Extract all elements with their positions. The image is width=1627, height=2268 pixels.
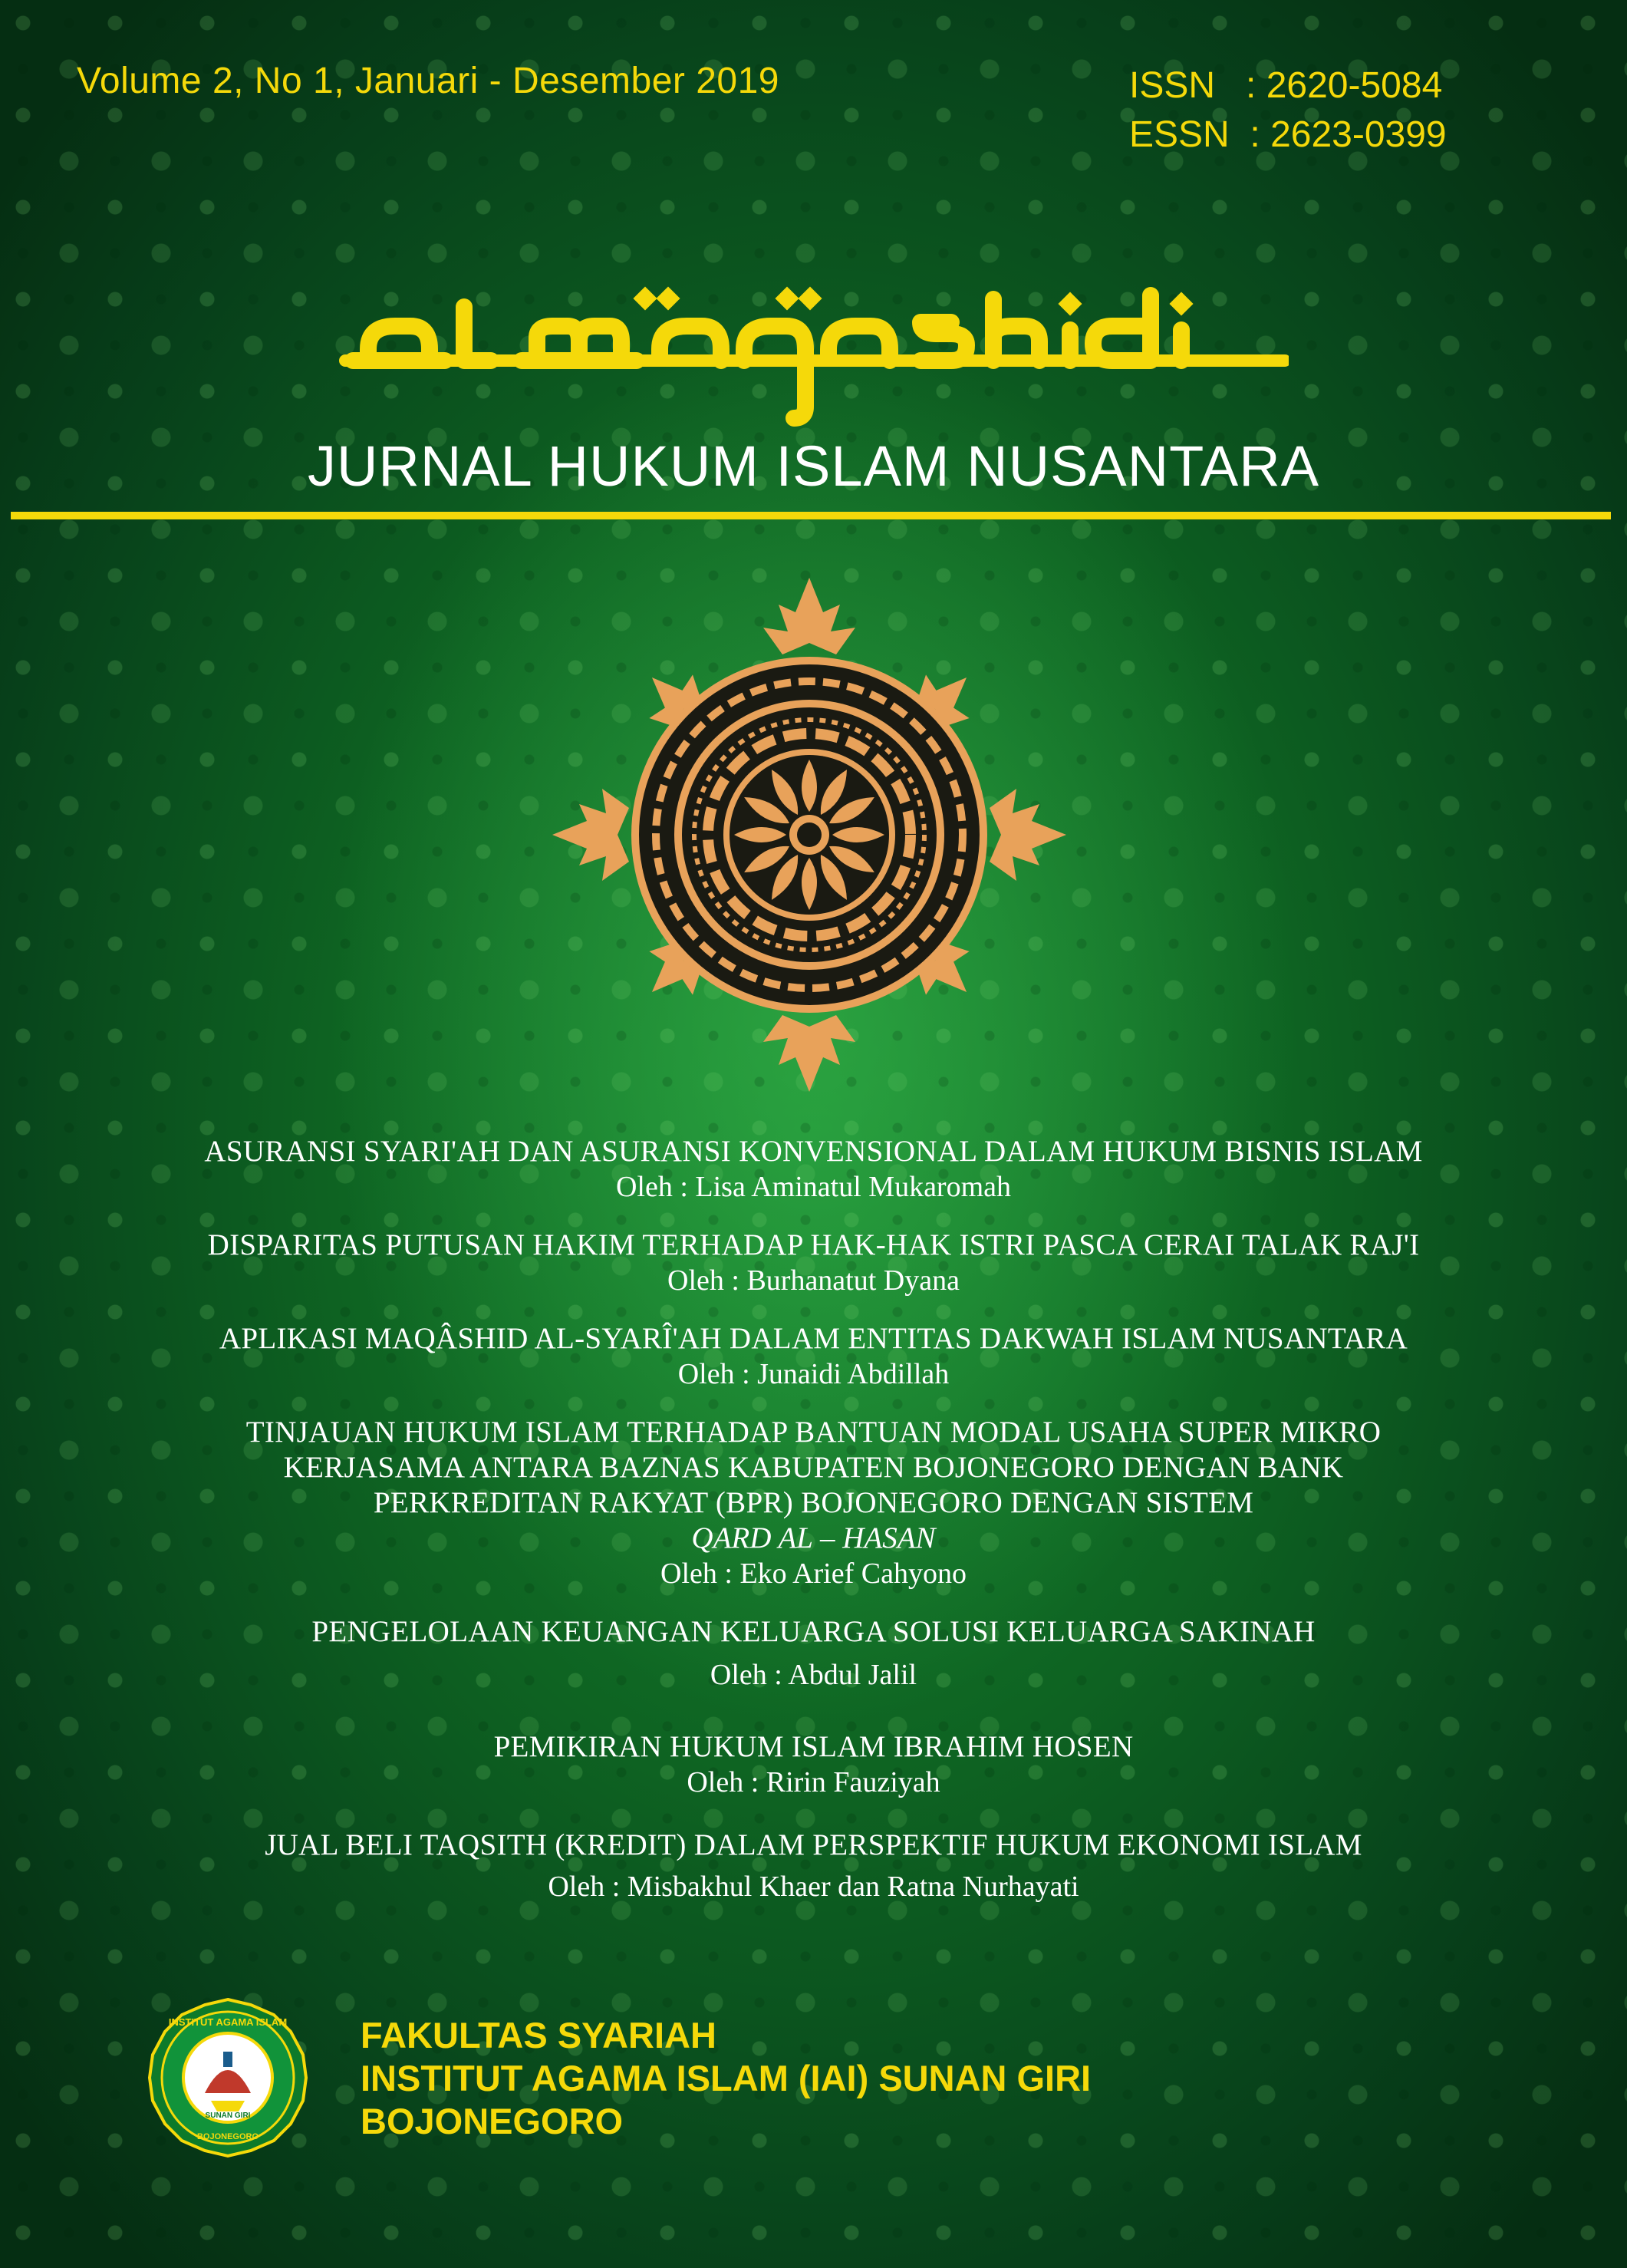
article-title-line: KERJASAMA ANTARA BAZNAS KABUPATEN BOJONEGORO DENGAN BANK: [283, 1451, 1344, 1484]
article-entry: [0, 1228, 1627, 1298]
seal-text-top: INSTITUT AGAMA ISLAM: [168, 2016, 288, 2028]
article-author: Oleh : Ririn Fauziyah: [687, 1766, 940, 1798]
article-title-line: PERKREDITAN RAKYAT (BPR) BOJONEGORO DENGAN SISTEM: [373, 1486, 1254, 1519]
article-title: JUAL BELI TAQSITH (KREDIT) DALAM PERSPEKTIF HUKUM EKONOMI ISLAM: [265, 1828, 1362, 1861]
article-entry: [0, 1134, 1627, 1205]
article-entry: [0, 1729, 1627, 1800]
article-title-line: TINJAUAN HUKUM ISLAM TERHADAP BANTUAN MODAL USAHA SUPER MIKRO: [245, 1416, 1382, 1449]
institution-line: INSTITUT AGAMA ISLAM (IAI) SUNAN GIRI: [361, 2058, 1092, 2098]
article-entry: [0, 1415, 1627, 1591]
article-title: PENGELOLAAN KEUANGAN KELUARGA SOLUSI KELUARGA SAKINAH: [311, 1615, 1316, 1648]
journal-subtitle: JURNAL HUKUM ISLAM NUSANTARA: [307, 434, 1320, 498]
article-entry: [0, 1828, 1627, 1904]
article-author: Oleh : Abdul Jalil: [710, 1659, 917, 1691]
essn-value: : 2623-0399: [1250, 114, 1447, 155]
table-of-contents: [0, 1134, 1627, 1927]
essn-label: ESSN: [1129, 114, 1230, 155]
issn-row: [1129, 61, 1447, 110]
article-author: Oleh : Lisa Aminatul Mukaromah: [615, 1171, 1012, 1203]
seal-text-bottom: BOJONEGORO: [196, 2132, 259, 2141]
article-author: Oleh : Junaidi Abdillah: [677, 1358, 950, 1390]
article-entry: [0, 1321, 1627, 1392]
article-entry: [0, 1614, 1627, 1693]
volume-info: Volume 2, No 1, Januari - Desember 2019: [77, 61, 779, 101]
institution-line: FAKULTAS SYARIAH: [361, 2015, 716, 2055]
institution-seal-icon: [147, 1997, 308, 2158]
article-title: APLIKASI MAQÂSHID AL-SYARÎ'AH DALAM ENTITAS DAKWAH ISLAM NUSANTARA: [219, 1322, 1408, 1355]
divider-rule: [11, 512, 1611, 519]
article-author: Oleh : Burhanatut Dyana: [667, 1264, 960, 1297]
essn-row: [1129, 110, 1447, 160]
article-author: Oleh : Eko Arief Cahyono: [660, 1558, 967, 1590]
article-title: PEMIKIRAN HUKUM ISLAM IBRAHIM HOSEN: [493, 1730, 1134, 1763]
article-title: ASURANSI SYARI'AH DAN ASURANSI KONVENSIONAL DALAM HUKUM BISNIS ISLAM: [204, 1135, 1423, 1168]
article-author: Oleh : Misbakhul Khaer dan Ratna Nurhayati: [548, 1871, 1079, 1903]
issn-label: ISSN: [1129, 65, 1216, 106]
ornamental-medallion: [533, 574, 1085, 1096]
institution-footer: [147, 1997, 1451, 2174]
article-title: DISPARITAS PUTUSAN HAKIM TERHADAP HAK-HAK ISTRI PASCA CERAI TALAK RAJ'I: [207, 1228, 1420, 1261]
issn-block: [1129, 61, 1447, 160]
journal-logo: [338, 253, 1289, 430]
seal-text-mid: SUNAN GIRI: [205, 2111, 251, 2120]
institution-line: BOJONEGORO: [361, 2101, 624, 2141]
article-title-italic: QARD AL – HASAN: [691, 1521, 936, 1554]
institution-name: [361, 2014, 1091, 2143]
issn-value: : 2620-5084: [1246, 65, 1443, 106]
